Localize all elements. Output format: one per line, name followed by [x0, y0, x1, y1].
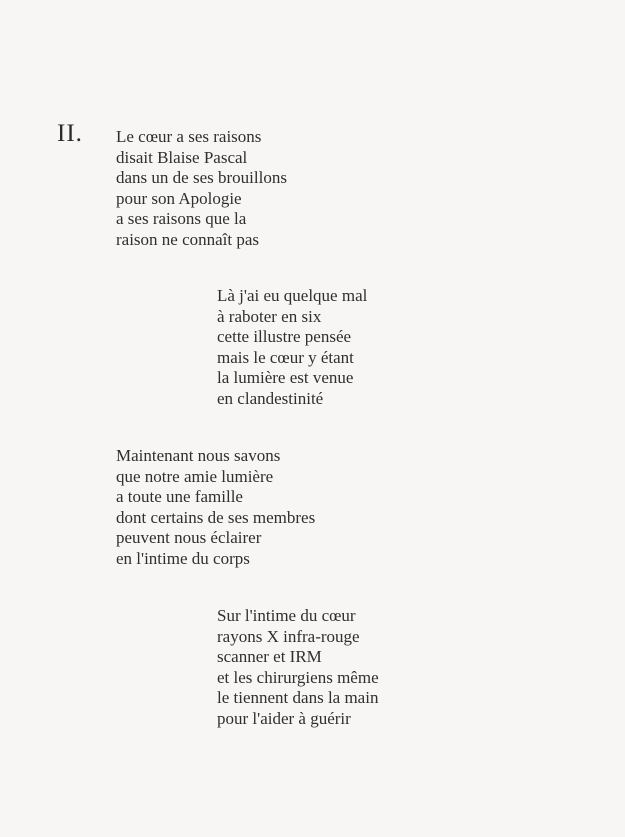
poem-line: peuvent nous éclairer	[116, 528, 262, 548]
poem-line: en l'intime du corps	[116, 548, 250, 568]
poem-line: a toute une famille	[116, 487, 243, 507]
poem-line: et les chirurgiens même	[217, 667, 379, 687]
poem-line: scanner et IRM	[217, 647, 322, 667]
poem-line: Là j'ai eu quelque mal	[217, 286, 368, 305]
stanza-2	[217, 286, 367, 410]
poem-line: que notre amie lumière	[116, 466, 274, 486]
poem-line: cette illustre pensée	[217, 327, 352, 347]
poem-line: Le cœur a ses raisons	[116, 127, 262, 146]
poem-line: raison ne connaît pas	[116, 229, 260, 249]
poem-line: pour son Apologie	[116, 188, 242, 208]
poem-line: dont certains de ses membres	[116, 507, 316, 527]
poem-line: à raboter en six	[217, 306, 322, 326]
stanza-1	[116, 127, 287, 251]
poem-line: le tiennent dans la main	[217, 688, 379, 708]
poem-line: mais le cœur y étant	[217, 347, 354, 367]
poem-line: disait Blaise Pascal	[116, 147, 248, 167]
poem-line: Maintenant nous savons	[116, 446, 281, 465]
poem-line: Sur l'intime du cœur	[217, 606, 356, 625]
poem-line: a ses raisons que la	[116, 209, 247, 229]
poem-line: en clandestinité	[217, 388, 324, 408]
poem-line: dans un de ses brouillons	[116, 168, 287, 188]
poem-line: la lumière est venue	[217, 368, 354, 388]
section-number: II.	[57, 120, 83, 147]
stanza-3	[116, 446, 315, 570]
poem-line: rayons X infra-rouge	[217, 626, 360, 646]
poem-line: pour l'aider à guérir	[217, 708, 351, 728]
stanza-4	[217, 606, 379, 730]
